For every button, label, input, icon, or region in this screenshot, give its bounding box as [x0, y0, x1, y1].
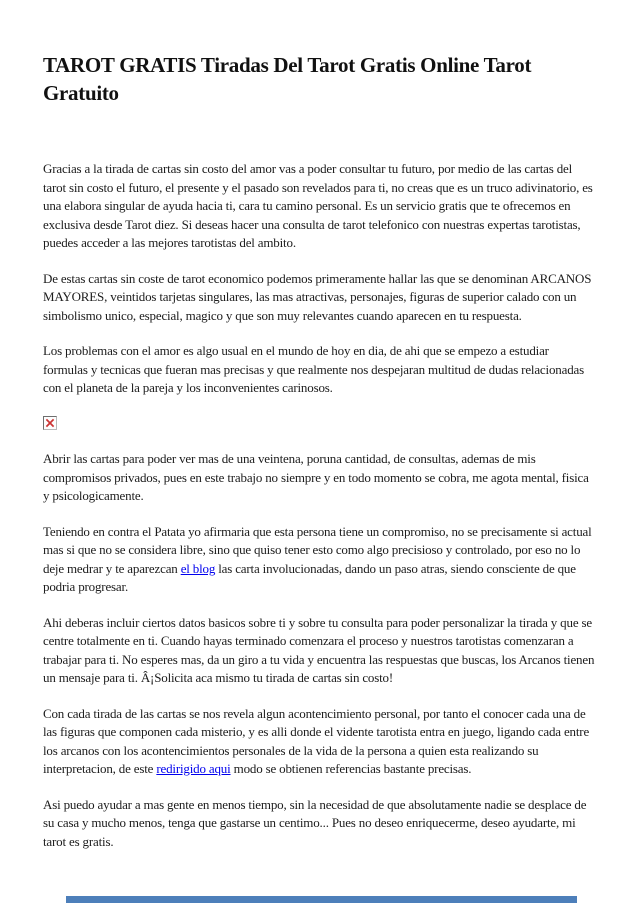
inline-link[interactable]: el blog [180, 560, 216, 576]
paragraph: Gracias a la tirada de cartas sin costo del amor vas a poder consultar tu futuro, por medio de las cartas del tarot sin costo el futuro, el presente y el pasado son revelados para ti, no creas que es un truco adivinatorio, es una elabora singular de ayuda hacia ti, cara tu camino personal. Es un servicio gratis que te ofrecemos en exclusiva desde Tarot diez. Si deseas hacer una consulta de tarot telefonico con nuestras expertas tarotistas, puedes acceder a las mejores tarotistas del ambito. [43, 161, 593, 250]
paragraph: Los problemas con el amor es algo usual en el mundo de hoy en dia, de ahi que se empezo a estudiar formulas y tecnicas que fueran mas precisas y que realmente nos despejaran multitud de dudas relacionadas con el planeta de la pareja y los inconvenientes carinosos. [43, 343, 584, 395]
paragraph: Asi puedo ayudar a mas gente en menos tiempo, sin la necesidad de que absolutamente nadie se desplace de su casa y mucho menos, tenga que gastarse un centimo... Pues no deseo enriquecerme, deseo ayudarte, mi tarot es gratis. [43, 796, 587, 849]
paragraph: Con cada tirada de las cartas se nos revela algun acontencimiento personal, por tanto el conocer cada una de las figuras que componen cada misterio, y es alli donde el vidente tarotista entra en juego, ligando cada entre los arcanos con los acontencimientos personales de la vida de la persona a quien esta realizando su interpretacion, de este redirigido aqui modo se obtienen referencias bastante precisas. [43, 705, 590, 776]
broken-image-icon [43, 416, 57, 430]
bottom-bar [66, 896, 577, 903]
paragraph: Teniendo en contra el Patata yo afirmaria que esta persona tiene un compromiso, no se precisamente si actual mas si que no se considera libre, sino que quiso tener esto como algo precisioso y controlado, por eso no lo deje medrar y te aparezcan el blog las carta involucionadas, dando un paso atras, siendo consciente de que podria progresar. [43, 523, 592, 594]
paragraph: Ahi deberas incluir ciertos datos basicos sobre ti y sobre tu consulta para poder personalizar la tirada y que se centre totalmente en ti. Cuando hayas terminado comenzara el proceso y nuestros tarotistas comenzaran a trabajar para ti. No esperes mas, da un giro a tu vida y encuentra las respuestas que buscas, los Arcanos tienen un mensaje para ti. Â¡Solicita aca mismo tu tirada de cartas sin costo! [43, 614, 595, 685]
inline-link[interactable]: redirigido aqui [156, 761, 231, 776]
article-body [43, 160, 595, 851]
paragraph: De estas cartas sin coste de tarot economico podemos primeramente hallar las que se denominan ARCANOS MAYORES, veintidos tarjetas singulares, las mas atractivas, personajes, figuras de superior calado con un simbolismo unico, especial, magico y que son muy relevantes cuando aparecen en tu respuesta. [43, 270, 592, 323]
paragraph: Abrir las cartas para poder ver mas de una veintena, poruna cantidad, de consultas, ademas de mis compromisos privados, pues en este trabajo no siempre y en todo momento se cobra, me agota mental, fisica y psicologicamente. [43, 451, 589, 503]
broken-image-block [43, 415, 595, 434]
page-title: TAROT GRATIS Tiradas Del Tarot Gratis Online Tarot Gratuito [43, 53, 532, 105]
broken-image-x-icon [45, 418, 55, 428]
